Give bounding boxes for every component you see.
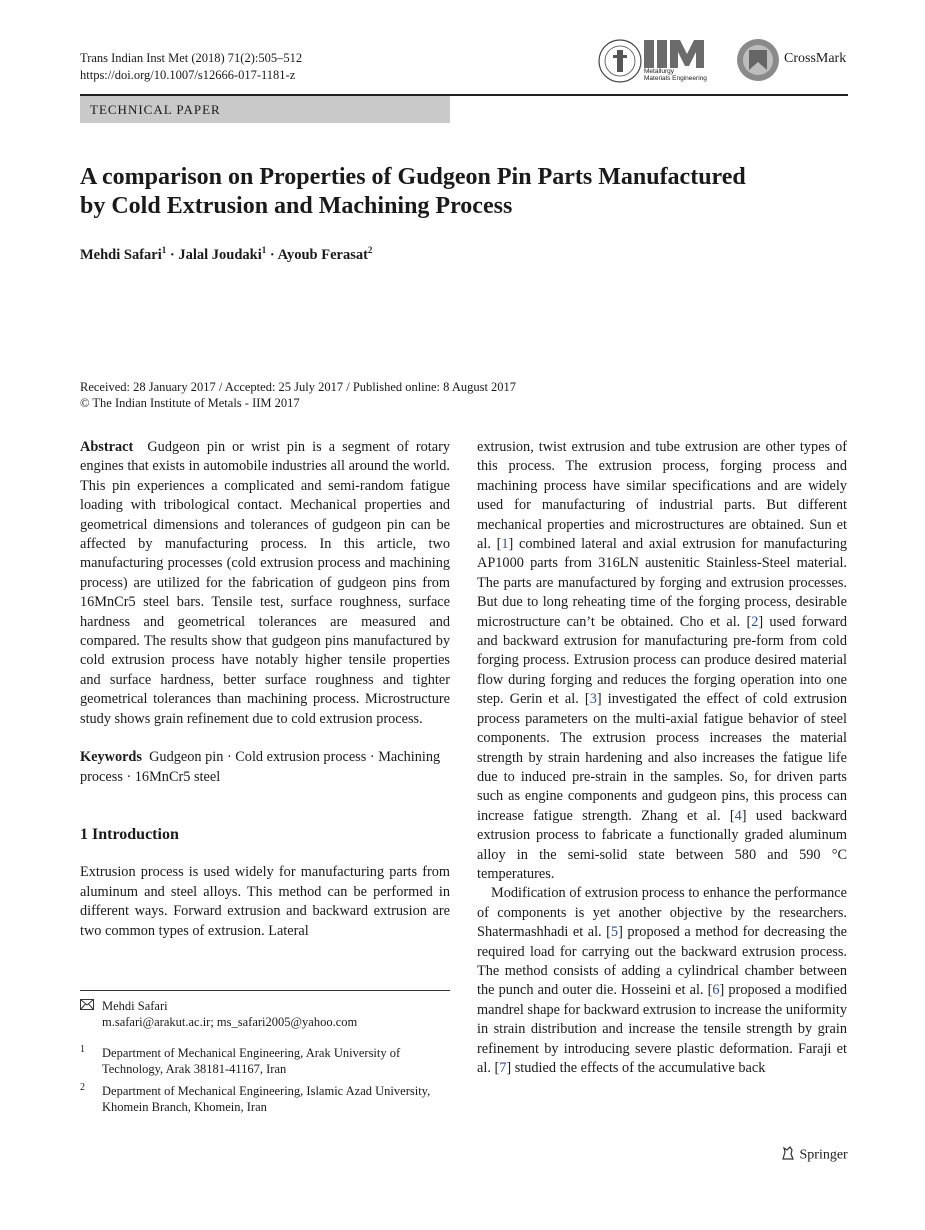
affiliation-number: 2 [80,1082,85,1093]
citation-link[interactable]: 6 [712,982,720,999]
corresponding-author [80,998,450,1032]
affiliation-2 [80,1083,450,1117]
corresponding-author-name: Mehdi Safari [102,999,168,1013]
publication-dates [80,379,516,411]
citation-link[interactable]: 4 [734,807,742,824]
header-logos [596,36,848,86]
author-name[interactable]: Ayoub Ferasat [277,246,368,263]
affiliation-text: Department of Mechanical Engineering, Islamic Azad University, Khomein Branch, Khomein, Iran [102,1084,431,1114]
corresponding-author-email[interactable]: m.safari@arakut.ac.ir; ms_safari2005@yahoo.com [102,1015,358,1029]
affiliation-number: 1 [80,1044,85,1055]
article-type-banner: TECHNICAL PAPER [80,96,450,123]
author-affiliation: 1 [161,245,167,255]
keywords [80,748,450,787]
citation-link[interactable]: 1 [501,536,509,553]
citation-link[interactable]: 2 [751,613,759,630]
section-heading-introduction: 1 Introduction [80,825,179,843]
author-list [80,245,372,264]
citation-link[interactable]: 7 [499,1060,507,1076]
author-name[interactable]: Mehdi Safari [80,246,162,263]
affiliation-1 [80,1045,450,1079]
keywords-text: Gudgeon pin · Cold extrusion process · Machining process · 16MnCr5 steel [80,749,441,785]
journal-volume-line: Trans Indian Inst Met (2018) 71(2):505–512 [80,51,303,65]
left-column [80,438,450,941]
citation-link[interactable]: 5 [610,924,619,941]
title-line-1: A comparison on Properties of Gudgeon Pin Parts Manufactured [80,164,746,190]
iim-logo-text: Metallurgy Materials Engineering [644,68,707,82]
intro-paragraph-continued: extrusion, twist extrusion and tube extrusion are other types of this process. The extrusion process, forging process and machining process have similar specifications and are widely used for manufacturing of industrial parts. But different mechanical properties and microstructures are obtained. Sun et al. [1] combined lateral and axial extrusion for manufacturing AP1000 parts from 316LN austenitic Stainless-Steel material. The parts are manufactured by forging and extrusion processes. But due to long reheating time of the forging process, desirable microstructure can’t be obtained. Cho et al. [2] used forward and backward extrusion for manufacturing pre-form from cold forging process. Extrusion process can produce desired material flow during forging and reduces the forging operation into one step. Gerin et al. [3] investigated the effect of cold extrusion process parameters on the multi-axial fatigue behavior of steel components. The extrusion process increases the material strength by strain hardening and also increases the fatigue life due to induced pre-strain in the samples. So, for driven parts such as engine components and gudgeon pins, this process can increase fatigue strength. Zhang et al. [4] used backward extrusion process to fabricate a functionally graded aluminum alloy in the semi-solid state between 580 and 590 °C temperatures. [477,439,848,882]
author-separator: · [166,246,179,263]
title-line-2: by Cold Extrusion and Machining Process [80,193,513,219]
envelope-icon [80,998,94,1014]
footnote-rule [80,990,450,991]
springer-horse-icon [780,1150,796,1165]
citation-link[interactable]: 3 [589,691,597,708]
abstract-text: Gudgeon pin or wrist pin is a segment of rotary engines that exists in automobile industries all around the world. This pin experiences a complicated and semi-random fatigue loading with tribological contact. Mechanical properties and geometrical dimensions and tolerances of gudgeon pin can be affected by manufacturing process. In this article, two manufacturing processes (cold extrusion process and machining process) are utilized for the fabrication of gudgeon pins from 16MnCr5 steel bars. Tensile test, surface roughness, surface hardness and geometrical tolerances are measured and compared. The results show that gudgeon pins manufactured by cold extrusion process have notably higher tensile properties and surface hardness, better surface roughness and tighter geometrical tolerances than machining process. Microstructure study shows grain refinement due to cold extrusion process. [80,439,450,727]
author-affiliation: 1 [261,245,267,255]
history-dates: Received: 28 January 2017 / Accepted: 25 July 2017 / Published online: 8 August 2017 [80,380,517,394]
author-affiliation: 2 [367,245,373,255]
intro-paragraph: Extrusion process is used widely for manufacturing parts from aluminum and steel alloys. This method can be performed in different ways. Forward extrusion and backward extrusion are two common types of extrusion. Lateral [80,864,450,939]
right-column [477,438,847,1078]
abstract [80,438,450,729]
doi-link[interactable]: https://doi.org/10.1007/s12666-017-1181-z [80,68,296,82]
copyright-line: © The Indian Institute of Metals - IIM 2017 [80,396,300,410]
journal-citation [80,50,302,84]
intro-paragraph-2: Modification of extrusion process to enhance the performance of components is yet another objective by the researchers. Shatermashhadi et al. [5] proposed a method for decreasing the required load for carrying out the backward extrusion process. The method consists of adding a cylindrical chamber between the punch and outer die. Hosseini et al. [6] proposed a modified mandrel shape for backward extrusion to increase the uniformity in strain distribution and increase the tensile strength by grain refinement by introducing severe plastic deformation. Faraji et al. [7] studied the effects of the accumulative back [477,885,848,1076]
abstract-label: Abstract [80,439,134,455]
keywords-label: Keywords [80,749,142,766]
publisher-name: Springer [799,1147,848,1163]
author-name[interactable]: Jalal Joudaki [178,246,262,263]
crossmark-label[interactable]: CrossMark [784,51,847,66]
author-separator: · [266,246,278,263]
paper-title [80,163,840,221]
publisher-mark [780,1145,848,1166]
affiliation-text: Department of Mechanical Engineering, Arak University of Technology, Arak 38181-41167, Iran [102,1046,401,1076]
